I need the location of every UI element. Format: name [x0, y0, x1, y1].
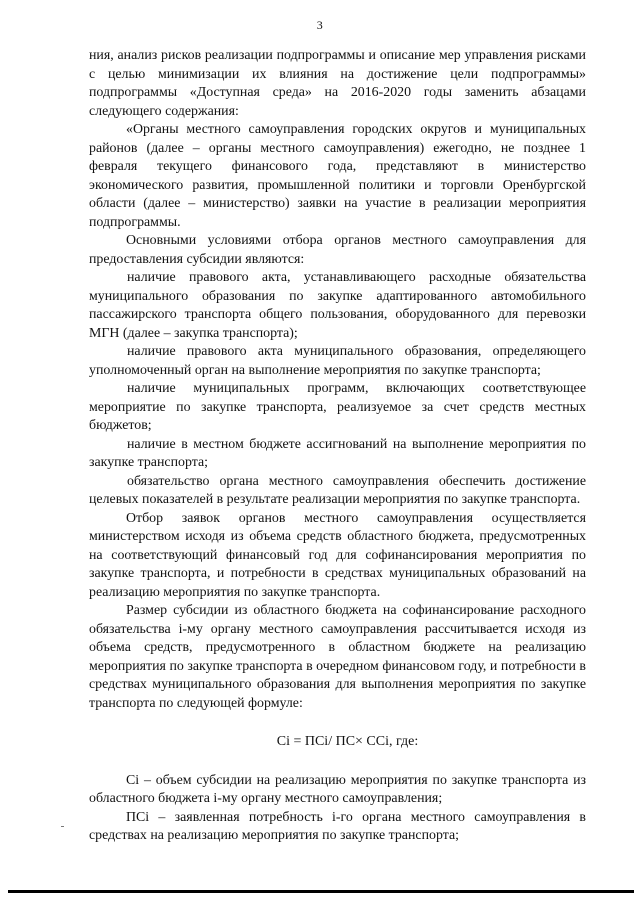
paragraph-10: Размер субсидии из областного бюджета на софинансирование расходного обязательства i-му органу местного самоуправления рассчитывается исходя из объема средств, предусмотренного в областном бюджете на реализацию мероприятия по закупке транспорта в очередном финансовом году, и потребности в средствах муниципального образования для выполнения мероприятия по закупке транспорта по следующей формуле:: [89, 603, 586, 711]
paragraph-9: Отбор заявок органов местного самоуправления осуществляется министерством исходя из объема средств областного бюджета, предусмотренных на соответствующий финансовый год для софинансирования мероприятия по закупке транспорта, и потребности в средствах муниципальных образований на реализацию мероприятия по закупке транспорта.: [89, 510, 586, 600]
paragraph-7: наличие в местном бюджете ассигнований на выполнение мероприятия по закупке транспорта;: [89, 436, 586, 470]
document-body: [89, 47, 586, 846]
scan-mark: [61, 826, 64, 827]
paragraph-6: наличие муниципальных программ, включающих соответствующее мероприятие по закупке транспорта, реализуемое за счет средств местных бюджетов;: [89, 381, 586, 433]
paragraph-8: обязательство органа местного самоуправления обеспечить достижение целевых показателей в результате реализации мероприятия по закупке транспорта.: [89, 473, 586, 507]
paragraph-2: «Органы местного самоуправления городских округов и муниципальных районов (далее – органы местного самоуправления) ежегодно, не позднее 1 февраля текущего финансового года, представляют в министерство экономического развития, промышленной политики и торговли Оренбургской области (далее – министерство) заявки на участие в реализации мероприятия подпрограммы.: [89, 122, 586, 230]
paragraph-11: Сi – объем субсидии на реализацию мероприятия по закупке транспорта из областного бюджета i-му органу местного самоуправления;: [89, 772, 586, 806]
bottom-rule: [8, 890, 634, 893]
paragraph-1: ния, анализ рисков реализации подпрограммы и описание мер управления рисками с целью минимизации их влияния на достижение цели подпрограммы» подпрограммы «Доступная среда» на 2016-2020 годы заменить абзацами следующего содержания:: [89, 48, 586, 119]
paragraph-3: Основными условиями отбора органов местного самоуправления для предоставления субсидии являются:: [89, 233, 586, 267]
paragraph-12: ПСi – заявленная потребность i-го органа местного самоуправления в средствах на реализацию мероприятия по закупке транспорта;: [89, 809, 586, 843]
paragraph-4: наличие правового акта, устанавливающего расходные обязательства муниципального образования по закупке адаптированного автомобильного пассажирского транспорта общего пользования, оборудованного для перевозки МГН (далее – закупка транспорта);: [89, 270, 586, 341]
formula: Сi = ПСi/ ПС× ССi, где:: [276, 734, 419, 749]
paragraph-5: наличие правового акта муниципального образования, определяющего уполномоченный орган на выполнение мероприятия по закупке транспорта;: [89, 344, 586, 378]
page-number: 3: [316, 18, 324, 32]
